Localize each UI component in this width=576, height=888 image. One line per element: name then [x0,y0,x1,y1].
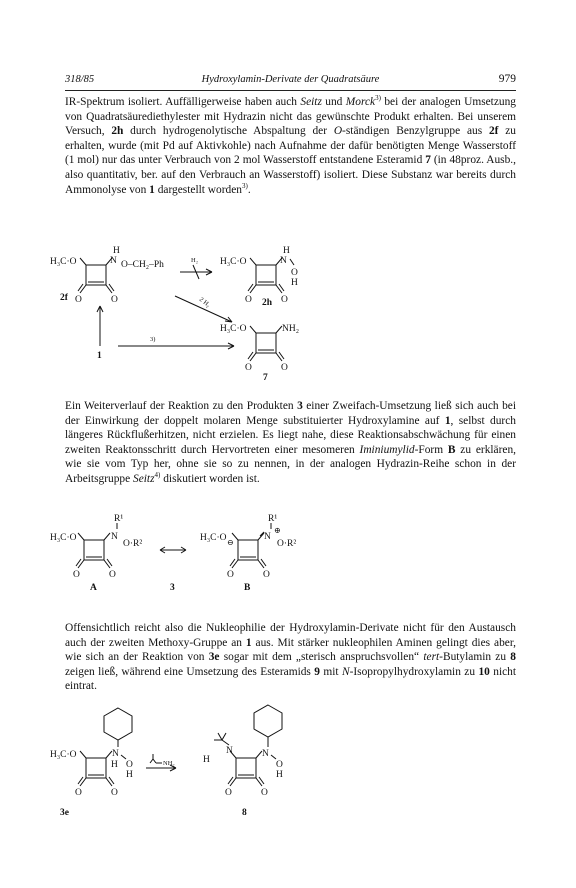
text-run: 2h [111,125,124,138]
structure-bond [254,705,282,737]
reagent-label: NH₂ [163,760,175,767]
structure-atom-label: O [261,788,268,798]
text-run: 1 [149,183,155,196]
text-run: 3e [208,651,220,664]
compound-label: 1 [97,351,102,361]
structure-atom-label: H₃C·O [200,533,227,543]
structure-atom-label: ⊖ [227,538,234,547]
structure-bond [121,755,126,759]
text-run: . [247,183,251,196]
text-run: nicht eintrat. [65,665,517,693]
text-run: zu erklären, wie sie vom Typ her, ohne sie so zu nennen, in der analogen Hydrazin-Reihe schon in der Arbeitsgruppe [65,443,517,485]
structure-atom-label: ⊕ [274,526,281,535]
text-run: Seitz [133,472,155,485]
text-run: Offensichtlich reicht also die Nukleophilie der Hydroxylamin-Derivate nicht für den Austausch auch der zweiten Methoxy-Gruppe an [65,622,516,649]
structure-atom-label: O [281,295,288,305]
running-title: Hydroxylamin-Derivate der Quadratsäure [201,74,380,85]
cyclohexyl-ring [104,708,132,740]
text-run: 9 [314,665,320,678]
structure-atom-label: H [291,278,298,288]
text-run: 10 [478,665,490,678]
structure-label: B [244,583,251,593]
structure-atom-label: H [283,246,290,256]
structure-atom-label: H [113,246,120,256]
structure-atom-label: 3) [150,336,156,343]
text-run: diskutiert worden ist. [160,472,260,485]
compound-label: 2h [262,298,273,308]
structure-atom-label: O·R² [123,539,143,549]
text-run: und [321,96,346,108]
structure-atom-label: H₃C·O [50,533,77,543]
structure-atom-label: R¹ [268,514,278,524]
structure-atom-label: O [276,760,283,770]
compound-label: 8 [242,808,247,818]
structure-atom-label: N [112,749,119,759]
structure-atom-label: O [291,268,298,278]
structure-atom-label: O [109,570,116,580]
structure-atom-label: O [111,788,118,798]
structure-bond [222,733,226,740]
structure-atom-label: H [111,760,118,770]
structure-atom-label: N [280,256,287,266]
structure-atom-label: H₃C·O [50,257,77,267]
text-run: durch hydrogenolytische Abspaltung der [123,125,334,138]
structure-atom-label: O [263,570,270,580]
structure-atom-label: O [227,570,234,580]
text-run: 2f [488,125,499,138]
structure-atom-label: H [276,770,283,780]
text-run: -Butylamin zu [439,651,511,664]
text-run: (in 48proz. Ausb., also quantitativ, ber. auf den Verbrauch an Wasserstoff) isoliert. Diese Substanz war bereits durch Ammonolyse von [65,154,516,196]
text-run: 7 [425,154,431,167]
structure-bond [222,740,229,745]
structure-atom-label: N [110,256,117,266]
structure-atom-label: O [225,788,232,798]
structure-atom-label: O [75,788,82,798]
compound-label: 3 [170,583,175,593]
text-run: B [447,443,456,456]
structure-atom-label: H₃C·O [220,324,247,334]
structure-atom-label: O [75,295,82,305]
structure-atom-label: N [264,532,271,542]
structure-atom-label: N [262,749,269,759]
text-run: einer Zweifach-Umsetzung ließ sich auch bei der Einwirkung der doppelt molaren Menge substituierter Hydroxylamine auf [65,400,516,427]
text-run: N [341,665,350,678]
text-run: , selbst durch längeres Rückflußerhitzen, nicht erzielen. Es liegt nahe, diese Reaktionsabschwächung für einen zweiten Reaktonsschritt durch Hervortreten einer mesomeren [65,414,516,456]
text-run: mit [319,665,342,678]
text-run: dargestellt worden [154,183,242,196]
structure-atom-label: O [245,295,252,305]
structure-atom-label: H [126,770,133,780]
text-run: Iminiumylid [359,443,415,456]
text-run: Morck [345,96,376,108]
text-run: IR-Spektrum isoliert. Auffälligerweise haben auch [65,96,301,108]
text-run: zu erhalten, wurde (mit Pd auf Aktivkohle) nach Aufnahme der dafür benötigten Menge Wasserstoff (1 mol) nur das unter Verbrauch von 2 mol Wasserstoff entstandene Esteramid [65,125,516,167]
structure-atom-label: H₂ [191,257,198,264]
structure-atom-label: O [281,363,288,373]
page-number: 979 [498,73,516,85]
structure-atom-label: R¹ [114,514,124,524]
structure-atom-label: O [111,295,118,305]
structure-atom-label: N [226,746,233,756]
structure-atom-label: O [126,760,133,770]
structure-atom-label: N [111,532,118,542]
structure-label: A [90,583,97,593]
text-run: -ständigen Benzylgruppe aus [342,125,489,138]
structure-atom-label: H₃C·O [220,257,247,267]
journal-issue: 318/85 [65,74,95,85]
text-run: aus. Mit stärker nukleophilen Aminen gelingt dies aber, wie sich an der Reaktion von [65,636,516,664]
compound-label: 3e [60,808,69,818]
reference-mark: 4) [154,471,161,480]
text-run: 1 [245,636,252,649]
structure-atom-label: O [73,570,80,580]
structure-bond [218,733,222,740]
structure-atom-label: O–CH₂–Ph [121,260,164,270]
structure-atom-label: O [245,363,252,373]
reference-mark: 3) [375,94,381,103]
text-run: bei der analogen Umsetzung von Quadratsäurediethylester mit Hydrazin nicht das gewünschte Produkt erhalten. Bei unserem Versuch, [65,96,516,138]
text-run: -Form [414,443,448,456]
structure-atom-label: O·R² [277,539,297,549]
text-run: 3 [297,400,303,412]
text-run: -Isopropylhydroxylamin zu [349,665,479,678]
text-run: O [333,125,343,138]
text-run: 1 [444,414,451,427]
text-run: 8 [510,651,516,664]
structure-atom-label: H₃C·O [50,750,77,760]
compound-label: 2f [60,293,68,303]
text-run: Seitz [300,96,322,108]
structure-bond [80,751,86,758]
structure-atom-label: H [203,755,210,765]
structure-atom-label: NH₂ [282,324,300,334]
structure-bond [150,754,156,763]
text-run: sogar mit dem „sterisch anspruchsvollen“ [219,651,424,664]
structure-atom-label: 2 H₂ [197,296,212,309]
compound-label: 7 [263,373,268,383]
text-run: zeigen ließ, während eine Umsetzung des Esteramids [65,665,315,678]
structure-bond [271,755,276,759]
text-run: tert [423,651,440,664]
text-run: Ein Weiterverlauf der Reaktion zu den Produkten [65,400,298,412]
reference-mark: 3) [241,181,248,190]
